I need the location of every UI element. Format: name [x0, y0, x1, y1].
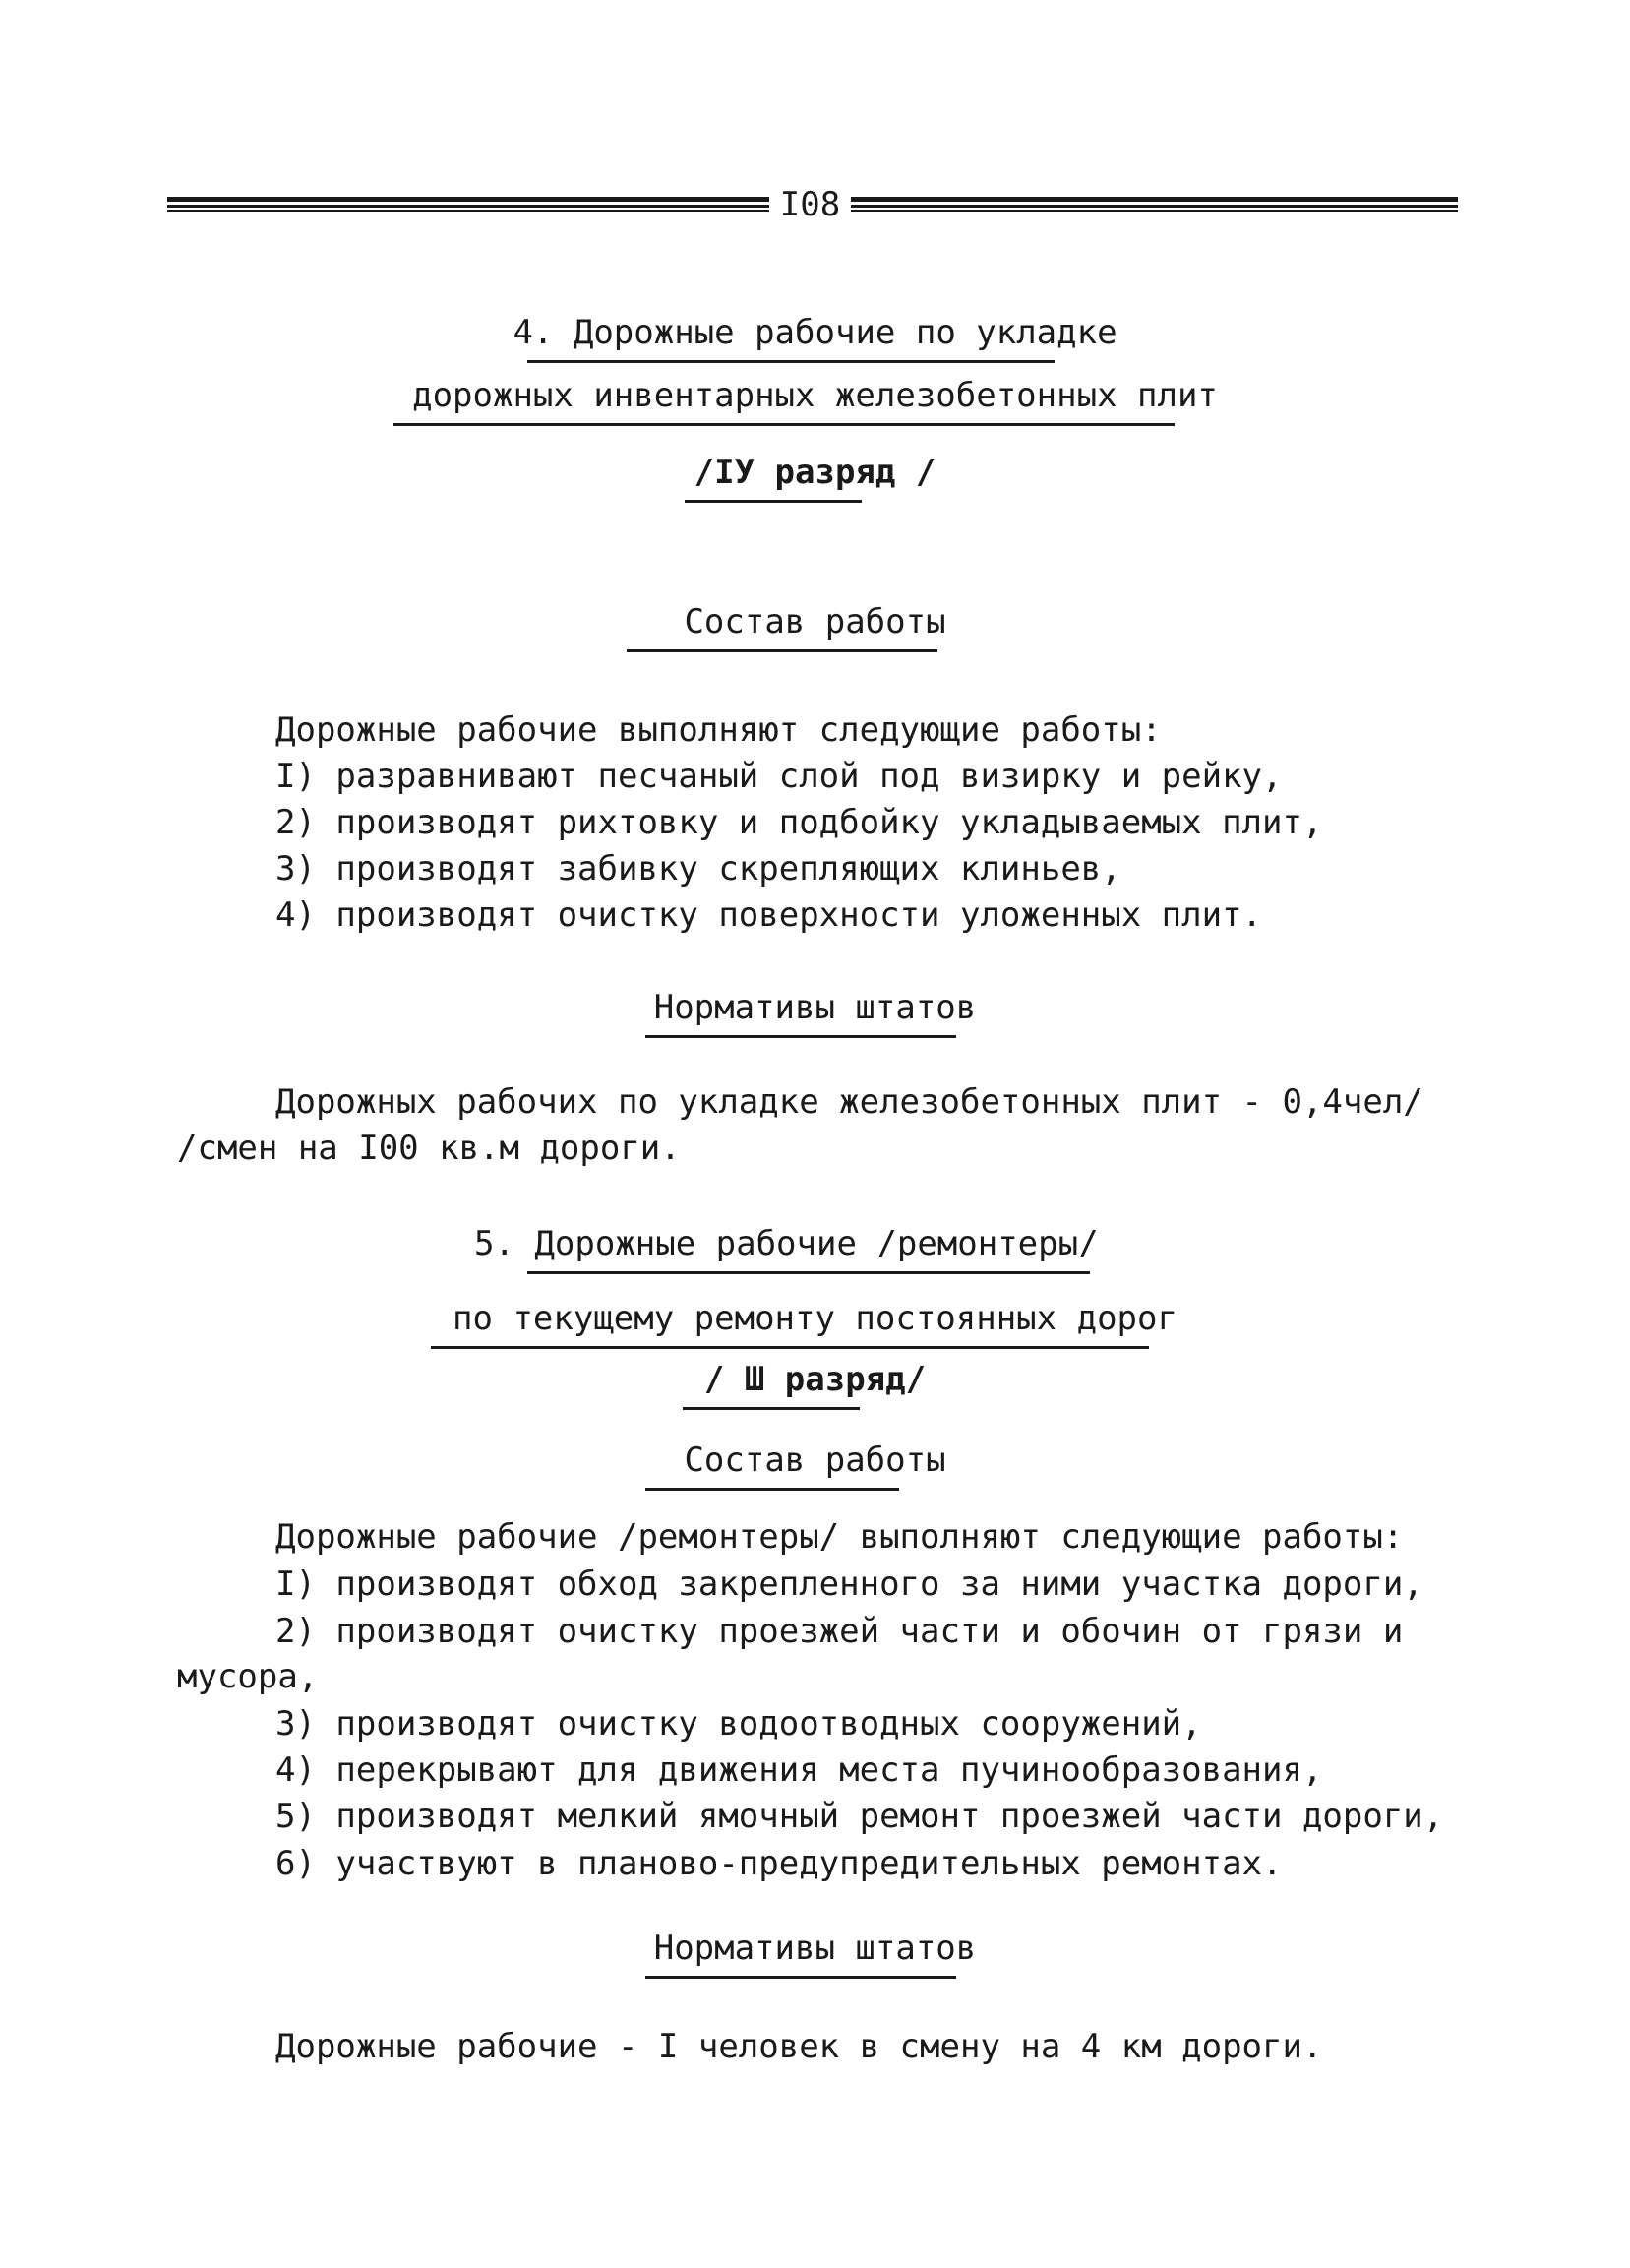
section5-work-item: 4) перекрывают для движения места пучинообразования,: [275, 1750, 1323, 1790]
section5-title-underline1: [527, 1271, 1090, 1274]
section5-work-item: 6) участвуют в планово-предупредительных ремонтах.: [275, 1844, 1283, 1883]
section5-work-item: мусора,: [177, 1657, 319, 1696]
section5-norms-heading-underline: [645, 1976, 956, 1979]
section4-norms-line1: Дорожных рабочих по укладке железобетонных плит - 0,4чел/: [275, 1082, 1423, 1122]
page-number: I08: [779, 185, 841, 224]
section5-grade-underline: [683, 1407, 860, 1410]
section4-title-underline2: [393, 423, 1175, 426]
section4-title-underline1: [527, 360, 1055, 363]
section4-norms-line2: /смен на I00 кв.м дороги.: [177, 1129, 681, 1168]
header-rule-right: [851, 197, 1458, 213]
section4-work-item: 4) производят очистку поверхности уложенных плит.: [275, 895, 1263, 935]
section5-norms-heading: Нормативы штатов: [653, 1929, 977, 1968]
section4-norms-heading: Нормативы штатов: [653, 988, 977, 1027]
section5-work-heading: Состав работы: [684, 1440, 946, 1480]
section4-title-line2: дорожных инвентарных железобетонных плит: [412, 376, 1218, 415]
section5-work-item: 5) производят мелкий ямочный ремонт проезжей части дороги,: [275, 1797, 1444, 1836]
section5-work-heading-underline: [645, 1488, 899, 1491]
section4-work-intro: Дорожные рабочие выполняют следующие работы:: [275, 710, 1162, 750]
section4-title-line1: 4. Дорожные рабочие по укладке: [513, 313, 1117, 352]
section5-grade: / Ш разряд/: [703, 1360, 927, 1399]
section4-norms-heading-underline: [645, 1035, 956, 1038]
header-rule-left: [167, 197, 769, 213]
section5-work-intro: Дорожные рабочие /ремонтеры/ выполняют следующие работы:: [275, 1517, 1404, 1557]
section5-norms-line1: Дорожные рабочие - I человек в смену на 4 км дороги.: [275, 2027, 1323, 2066]
section4-work-item: I) разравнивают песчаный слой под визирку и рейку,: [275, 757, 1283, 796]
section5-title-underline2: [431, 1346, 1149, 1349]
section5-title-line2: по текущему ремонту постоянных дорог: [453, 1299, 1177, 1338]
section5-work-item: 3) производят очистку водоотводных сооружений,: [275, 1704, 1202, 1744]
section4-work-item: 3) производят забивку скрепляющих клиньев,: [275, 849, 1121, 889]
page-header: [167, 185, 1458, 224]
section4-work-heading: Состав работы: [684, 602, 946, 642]
section4-work-heading-underline: [627, 649, 937, 652]
section4-work-item: 2) производят рихтовку и подбойку укладываемых плит,: [275, 803, 1323, 842]
section5-title-line1: 5. Дорожные рабочие /ремонтеры/: [474, 1224, 1099, 1263]
section4-grade: /IУ разряд /: [694, 453, 936, 492]
section5-work-item: 2) производят очистку проезжей части и обочин от грязи и: [275, 1612, 1404, 1651]
section4-grade-underline: [685, 500, 862, 503]
section5-work-item: I) производят обход закрепленного за ними участка дороги,: [275, 1564, 1423, 1604]
